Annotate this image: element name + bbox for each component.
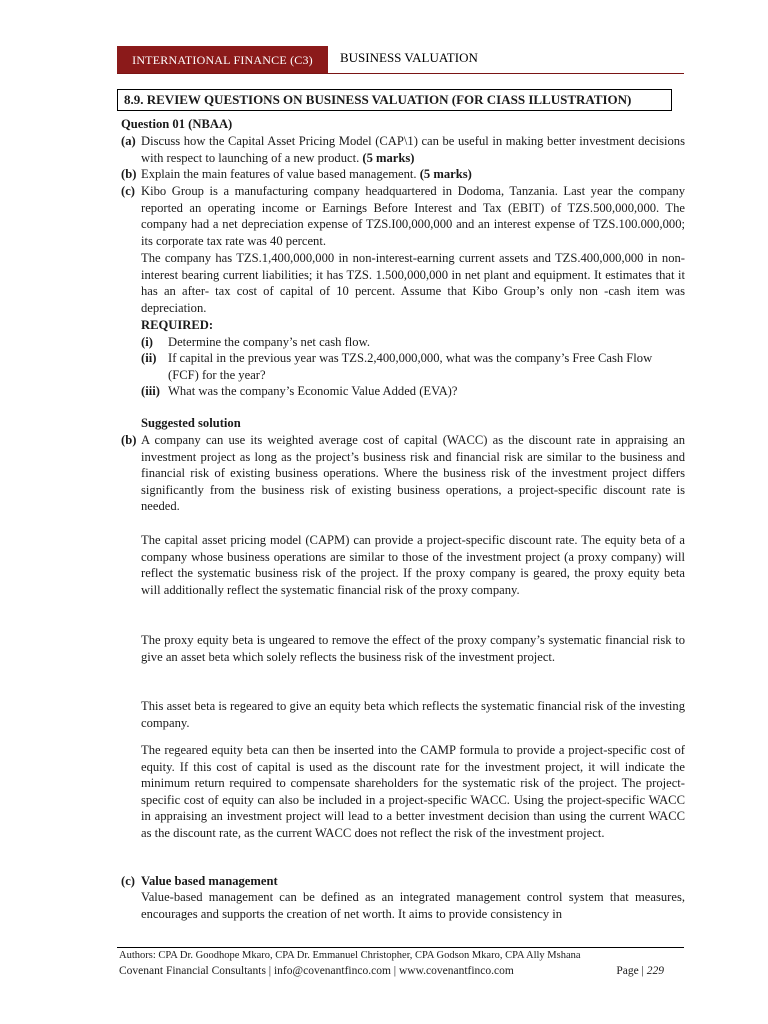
footer-divider [117,947,684,948]
question-a [141,133,685,166]
solution-para-1: A company can use its weighted average cost of capital (WACC) as the discount rate in appraising an investment project as long as the project’s business risk and financial risk are similar to the business and financial risk of existing business operations. Where the business risk of the investment project differs significantly from the business risk of existing business operations, a project-specific discount rate is needed. [141,433,685,513]
required-heading: REQUIRED: [141,318,214,332]
page-label: Page | [616,965,647,977]
footer-line [119,965,664,977]
footer-authors: Authors: CPA Dr. Goodhope Mkaro, CPA Dr. Emmanuel Christopher, CPA Godson Mkaro, CPA Ally Mshana [119,950,581,961]
solution-para-4: This asset beta is regeared to give an equity beta which reflects the systematic financial risk of the investing company. [141,699,685,730]
question-b-text: Explain the main features of value based management. [141,167,420,181]
solution-c-heading: Value based management [141,874,278,888]
question-b-label: (b) [121,167,137,181]
page-number-block [616,965,664,977]
required-i-text: Determine the company’s net cash flow. [168,335,371,349]
question-b-marks: (5 marks) [419,167,472,181]
question-heading: Question 01 (NBAA) [121,117,233,131]
footer-company: Covenant Financial Consultants | info@covenantfinco.com | www.covenantfinco.com [119,965,514,977]
question-c-para-2: The company has TZS.1,400,000,000 in non-interest-earning current assets and TZS.400,000,000 in non-interest bearing current liabilities; it has TZS. 1.500,000,000 in net plant and equipment. It estimates that it has an after- tax cost of capital of 10 percent. Assume that Kibo Group’s only non -cash item was depreciation. [141,251,685,315]
question-c-para-1: Kibo Group is a manufacturing company headquartered in Dodoma, Tanzania. Last year the company reported an operating income or Earnings Before Interest and Tax (EBIT) of TZS.500,000,000. The company had a net depreciation expense of TZS.I00,000,000 and an interest expense of TZS.100.000,000; its corporate tax rate was 40 percent. [141,184,685,248]
required-ii-label: (ii) [141,351,157,365]
required-ii-text: If capital in the previous year was TZS.2,400,000,000, what was the company’s Free Cash Flow (FCF) for the year? [168,351,653,382]
section-title: 8.9. REVIEW QUESTIONS ON BUSINESS VALUATION (FOR CIASS ILLUSTRATION) [117,89,672,111]
solution-para-5: The regeared equity beta can then be inserted into the CAMP formula to provide a project-specific cost of equity. If this cost of capital is used as the discount rate for the investment project, it will indicate the minimum return required to compensate shareholders for the systematic risk of the project. The project-specific cost of equity can also be included in a project-specific WACC. Using the project-specific WACC in appraising an investment project will lead to a better investment decision than using the current WACC as the discount rate, as the current WACC does not reflect the risk of the investment project. [141,743,685,840]
solution-c-text: Value-based management can be defined as an integrated management control system that measures, encourages and supports the creation of net worth. It aims to provide consistency in [141,890,685,921]
question-a-text: Discuss how the Capital Asset Pricing Model (CAP\1) can be useful in making better investment decisions with respect to launching of a new product. [141,134,685,165]
question-b [141,166,685,183]
course-label: INTERNATIONAL FINANCE (C3) [117,46,328,73]
required-iii-label: (iii) [141,384,160,398]
question-a-marks: (5 marks) [362,150,415,165]
solution-para-2: The capital asset pricing model (CAPM) can provide a project-specific discount rate. The equity beta of a company whose business operations are similar to those of the investment project (a proxy company) will reflect the systematic business risk of the project. If the proxy company is geared, the proxy equity beta will additionally reflect the systematic financial risk of the proxy company. [141,533,685,597]
solution-heading: Suggested solution [141,416,241,430]
solution-c-label: (c) [121,874,135,888]
required-iii-text: What was the company’s Economic Value Added (EVA)? [168,384,458,398]
topic-label: BUSINESS VALUATION [340,50,478,65]
required-i-label: (i) [141,335,153,349]
solution-b-label: (b) [121,433,137,447]
question-a-label: (a) [121,134,136,148]
solution-para-3: The proxy equity beta is ungeared to remove the effect of the proxy company’s systematic financial risk to give an asset beta which solely reflects the business risk of the investment project. [141,633,685,664]
page-header [117,46,684,74]
page-number: 229 [646,965,664,977]
question-c-label: (c) [121,184,135,198]
